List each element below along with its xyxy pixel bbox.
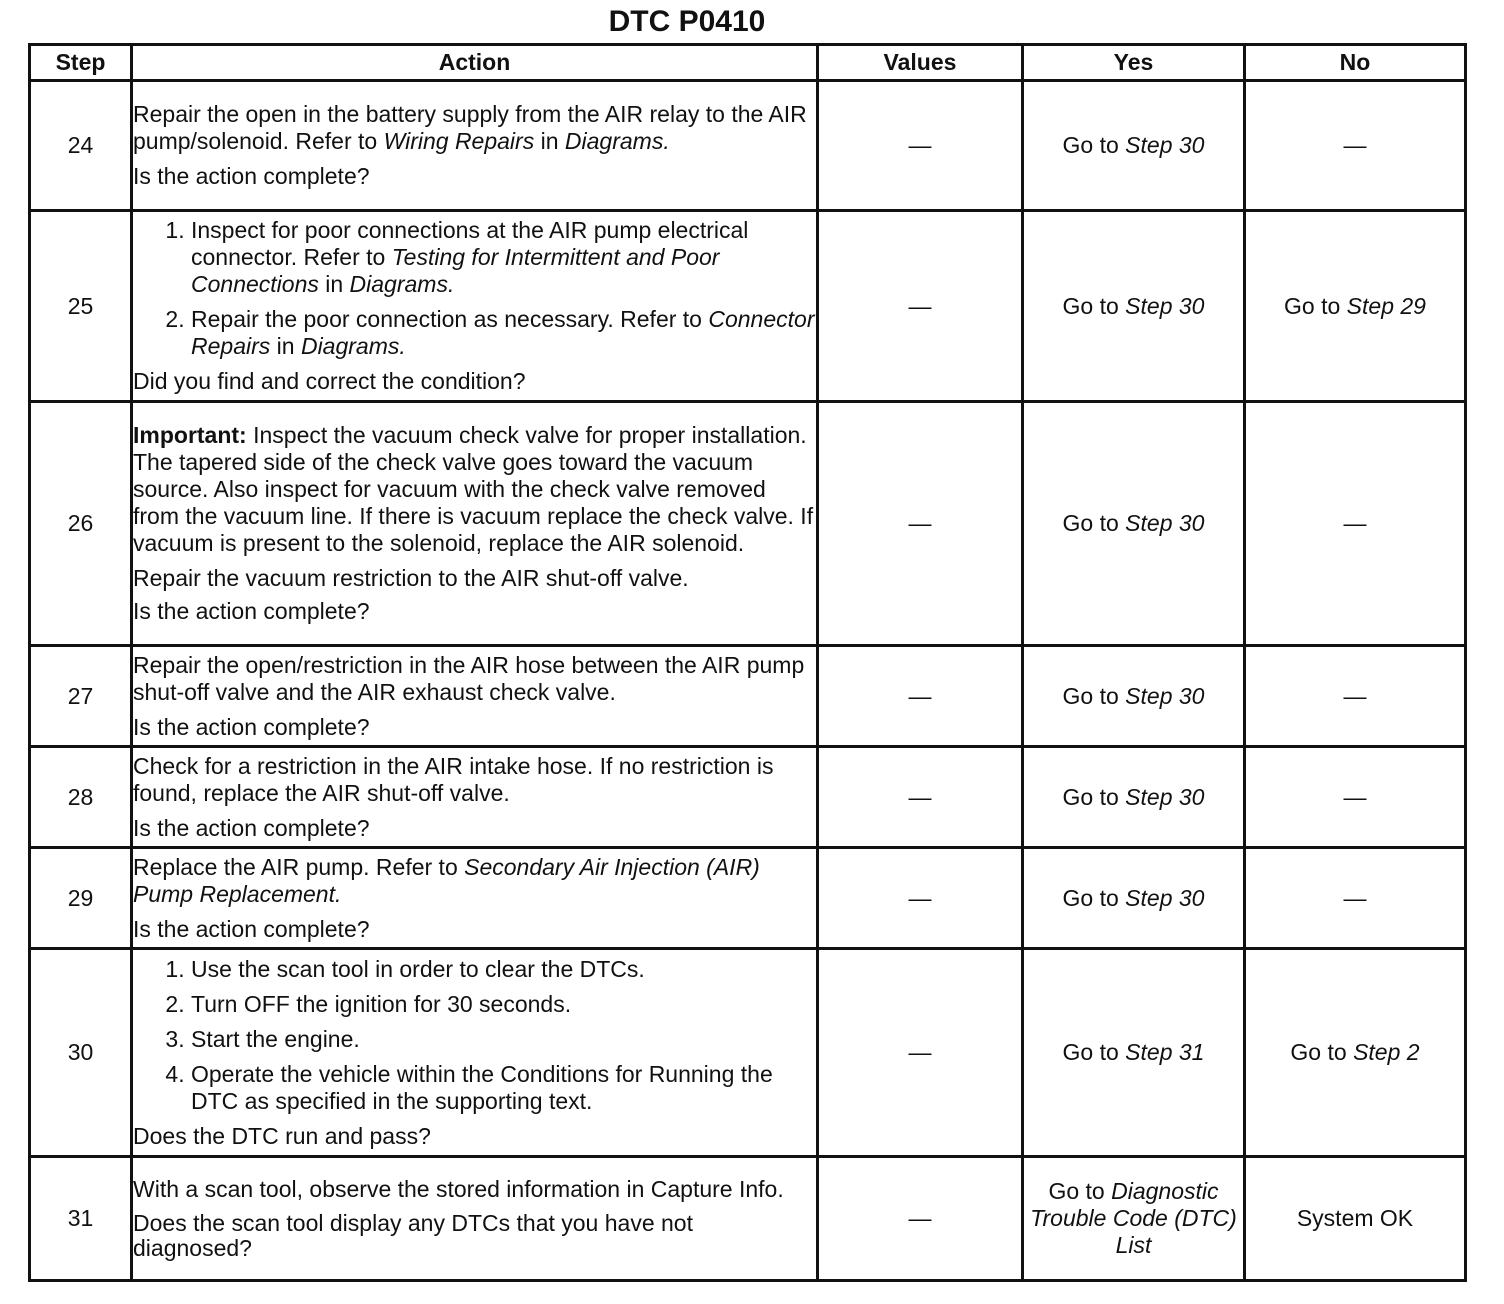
table-row (30, 1157, 1466, 1281)
action-text (133, 101, 816, 155)
values-cell: — (818, 848, 1023, 949)
values-cell: — (818, 81, 1023, 211)
important-note (133, 422, 816, 557)
header-yes: Yes (1023, 45, 1245, 81)
yes-step-link[interactable]: Step 30 (1125, 292, 1205, 319)
yes-cell (1023, 747, 1245, 848)
action-text: Repair the open/restriction in the AIR hose between the AIR pump shut-off valve and the AIR exhaust check valve. (133, 651, 805, 705)
list-item-text: in (276, 333, 295, 359)
reference-link[interactable]: Connector Repairs (191, 306, 815, 359)
table-row (30, 949, 1466, 1157)
step-number: 30 (30, 949, 132, 1157)
reference-link[interactable]: Diagrams. (300, 333, 406, 359)
step-number: 25 (30, 211, 132, 402)
important-text: Inspect the vacuum check valve for proper installation. The tapered side of the check valve goes toward the vacuum source. Also inspect for vacuum with the check valve removed from the vacuum line. If there is vacuum replace the check valve. If vacuum is present to the solenoid, replace the AIR solenoid. (133, 422, 814, 556)
action-question: Is the action complete? (133, 598, 370, 624)
list-item-text: in (325, 271, 344, 297)
yes-step-link[interactable]: Diagnostic Trouble Code (DTC) List (1030, 1178, 1237, 1258)
action-question: Is the action complete? (133, 915, 370, 942)
no-cell: — (1245, 402, 1466, 646)
step-number: 27 (30, 646, 132, 747)
list-item: 1. Use the scan tool in order to clear the DTCs. (191, 956, 816, 983)
action-cell (132, 646, 818, 747)
important-label: Important: (133, 422, 247, 448)
list-item: 3. Start the engine. (191, 1026, 816, 1053)
action-question: Did you find and correct the condition? (133, 368, 526, 394)
goto-text: Go to (1290, 1039, 1347, 1065)
action-question: Does the scan tool display any DTCs that you have not diagnosed? (133, 1210, 693, 1261)
dtc-table (28, 43, 1467, 1282)
action-question: Is the action complete? (133, 163, 370, 189)
header-action: Action (132, 45, 818, 81)
page-title: DTC P0410 (608, 5, 766, 38)
reference-link[interactable]: Wiring Repairs (383, 128, 535, 154)
no-cell: System OK (1245, 1157, 1466, 1281)
list-item (191, 217, 816, 298)
values-cell: — (818, 211, 1023, 402)
list-item: 2. Turn OFF the ignition for 30 seconds. (191, 991, 816, 1018)
goto-text: Go to (1062, 783, 1119, 810)
yes-step-link[interactable]: Step 30 (1125, 682, 1205, 709)
header-values: Values (818, 45, 1023, 81)
step-number: 26 (30, 402, 132, 646)
step-number: 31 (30, 1157, 132, 1281)
goto-text: Go to (1062, 1039, 1119, 1065)
goto-text: Go to (1062, 682, 1119, 709)
table-row (30, 646, 1466, 747)
action-cell (132, 402, 818, 646)
action-cell (132, 949, 818, 1157)
goto-text: Go to (1048, 1178, 1105, 1204)
table-row (30, 81, 1466, 211)
values-cell: — (818, 949, 1023, 1157)
yes-cell (1023, 402, 1245, 646)
action-text-part: in (540, 128, 559, 154)
reference-link[interactable]: Diagrams. (349, 271, 455, 297)
goto-text: Go to (1062, 884, 1119, 911)
header-row (30, 45, 1466, 81)
values-cell: — (818, 646, 1023, 747)
reference-link[interactable]: Diagrams. (564, 128, 670, 154)
title-wrap (0, 4, 1374, 40)
table-row (30, 402, 1466, 646)
yes-step-link[interactable]: Step 30 (1125, 510, 1205, 536)
action-cell (132, 1157, 818, 1281)
no-step-link[interactable]: Step 29 (1346, 292, 1426, 319)
reference-link[interactable]: Testing for Intermittent and Poor Connections (191, 244, 720, 297)
no-cell (1245, 949, 1466, 1157)
action-text-part: Repair the open in the battery supply from the AIR relay to the AIR pump/solenoid. Refer to (133, 101, 807, 154)
action-question: Does the DTC run and pass? (133, 1122, 431, 1149)
action-cell (132, 211, 818, 402)
step-number: 24 (30, 81, 132, 211)
values-cell: — (818, 747, 1023, 848)
yes-cell (1023, 1157, 1245, 1281)
goto-text: Go to (1062, 510, 1119, 536)
action-text: Check for a restriction in the AIR intake hose. If no restriction is found, replace the AIR shut-off valve. (133, 752, 774, 806)
goto-text: Go to (1062, 132, 1119, 158)
action-cell (132, 747, 818, 848)
table-row (30, 747, 1466, 848)
no-cell (1245, 211, 1466, 402)
yes-cell (1023, 848, 1245, 949)
yes-step-link[interactable]: Step 31 (1125, 1039, 1205, 1065)
reference-link[interactable]: Secondary Air Injection (AIR) Pump Replacement. (133, 853, 760, 907)
header-no: No (1245, 45, 1466, 81)
action-list (133, 956, 816, 1115)
no-cell: — (1245, 81, 1466, 211)
values-cell: — (818, 1157, 1023, 1281)
yes-cell (1023, 211, 1245, 402)
action-text: With a scan tool, observe the stored information in Capture Info. (133, 1176, 784, 1202)
header-step: Step (30, 45, 132, 81)
yes-cell (1023, 646, 1245, 747)
yes-step-link[interactable]: Step 30 (1125, 132, 1205, 158)
no-cell: — (1245, 747, 1466, 848)
table-row (30, 848, 1466, 949)
goto-text: Go to (1284, 292, 1341, 319)
list-item: 4. Operate the vehicle within the Conditions for Running the DTC as specified in the supporting text. (191, 1061, 816, 1115)
action-question: Is the action complete? (133, 814, 370, 841)
values-cell: — (818, 402, 1023, 646)
action-text: Repair the vacuum restriction to the AIR shut-off valve. (133, 565, 689, 591)
yes-step-link[interactable]: Step 30 (1125, 783, 1205, 810)
list-item-text: Inspect for poor connections at the AIR pump electrical connector. Refer to (191, 217, 749, 270)
goto-text: Go to (1062, 292, 1119, 319)
list-item (191, 306, 816, 360)
step-number: 28 (30, 747, 132, 848)
action-text (133, 854, 816, 908)
yes-step-link[interactable]: Step 30 (1125, 884, 1205, 911)
no-cell: — (1245, 646, 1466, 747)
table-row (30, 211, 1466, 402)
action-question: Is the action complete? (133, 713, 370, 740)
action-text-part: Replace the AIR pump. Refer to (133, 853, 458, 880)
action-cell (132, 81, 818, 211)
no-step-link[interactable]: Step 2 (1353, 1039, 1420, 1065)
action-cell (132, 848, 818, 949)
list-item-text: Repair the poor connection as necessary. Refer to (191, 306, 702, 332)
yes-cell (1023, 81, 1245, 211)
no-cell: — (1245, 848, 1466, 949)
yes-cell (1023, 949, 1245, 1157)
step-number: 29 (30, 848, 132, 949)
action-list (133, 217, 816, 360)
